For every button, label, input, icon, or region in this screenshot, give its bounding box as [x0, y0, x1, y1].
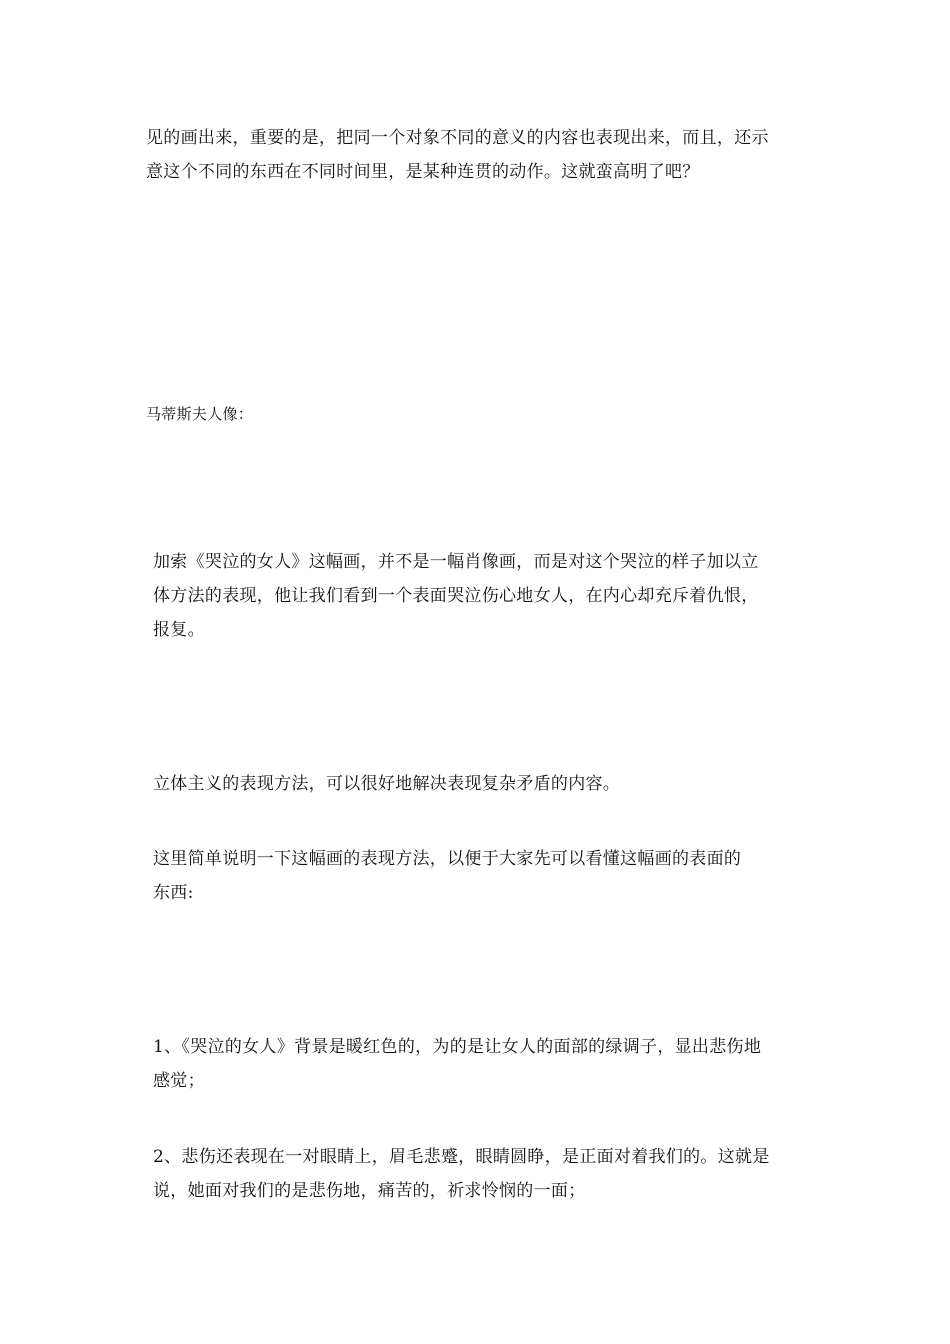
- text-line: 2、悲伤还表现在一对眼睛上，眉毛悲蹙，眼睛圆睁，是正面对着我们的。这就是: [153, 1147, 770, 1167]
- text-line: 意这个不同的东西在不同时间里，是某种连贯的动作。这就蛮高明了吧？: [146, 162, 700, 182]
- text-line: 感觉；: [153, 1071, 205, 1091]
- paragraph-explanation: [153, 842, 741, 910]
- text-line: 加索《哭泣的女人》这幅画，并不是一幅肖像画，而是对这个哭泣的样子加以立: [153, 552, 759, 572]
- paragraph-cubism-method: [153, 767, 620, 801]
- caption-madame-matisse: [146, 402, 253, 426]
- paragraph-cubism-intro: [146, 121, 769, 189]
- paragraph-weeping-woman: [153, 545, 759, 647]
- text-line: 说，她面对我们的是悲伤地，痛苦的，祈求怜悯的一面；: [153, 1181, 586, 1201]
- text-line: 1、《哭泣的女人》背景是暖红色的，为的是让女人的面部的绿调子，显出悲伤地: [153, 1037, 762, 1057]
- text-line: 立体主义的表现方法，可以很好地解决表现复杂矛盾的内容。: [153, 774, 621, 794]
- text-line: 这里简单说明一下这幅画的表现方法，以便于大家先可以看懂这幅画的表面的: [153, 849, 742, 869]
- text-line: 马蒂斯夫人像：: [146, 405, 254, 423]
- list-item-2: [153, 1140, 770, 1208]
- text-line: 报复。: [153, 620, 205, 640]
- text-line: 体方法的表现，他让我们看到一个表面哭泣伤心地女人，在内心却充斥着仇恨，: [153, 586, 759, 606]
- list-item-1: [153, 1030, 761, 1098]
- text-line: 东西:: [153, 883, 194, 903]
- text-line: 见的画出来，重要的是，把同一个对象不同的意义的内容也表现出来，而且，还示: [146, 128, 769, 148]
